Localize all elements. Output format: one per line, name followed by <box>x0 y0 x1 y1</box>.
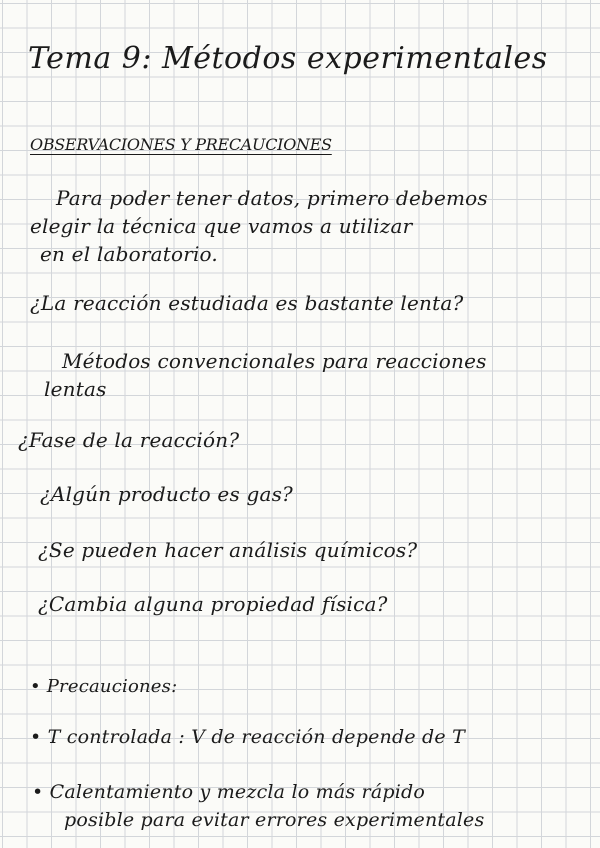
sub-question-physical-property: ¿Cambia alguna propiedad física? <box>38 592 388 616</box>
sub-question-gas: ¿Algún producto es gas? <box>40 482 293 506</box>
precaution-item: • T controlada : V de reacción depende de T <box>30 726 465 748</box>
sub-question-chemical-analysis: ¿Se pueden hacer análisis químicos? <box>38 538 418 562</box>
section-heading: OBSERVACIONES Y PRECAUCIONES <box>30 135 332 154</box>
conventional-methods-line: lentas <box>44 377 107 401</box>
precautions-heading: • Precauciones: <box>30 676 178 697</box>
intro-line: en el laboratorio. <box>40 242 218 266</box>
intro-line: elegir la técnica que vamos a utilizar <box>30 214 413 238</box>
question-reaction-slow: ¿La reacción estudiada es bastante lenta? <box>30 291 464 315</box>
page-title: Tema 9: Métodos experimentales <box>28 41 548 76</box>
question-reaction-phase: ¿Fase de la reacción? <box>18 428 240 452</box>
precaution-item: • Calentamiento y mezcla lo más rápido <box>32 781 425 803</box>
intro-line: Para poder tener datos, primero debemos <box>56 186 488 210</box>
conventional-methods-line: Métodos convencionales para reacciones <box>62 349 487 373</box>
precaution-item-continuation: posible para evitar errores experimentales <box>64 809 485 831</box>
